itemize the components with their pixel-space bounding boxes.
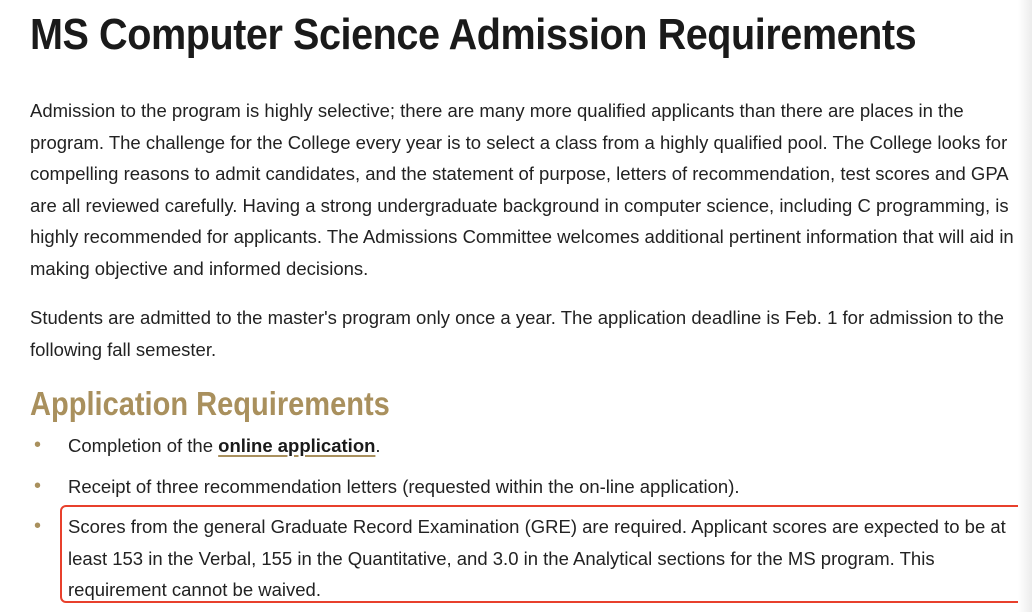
requirement-text-suffix: .: [375, 435, 381, 456]
requirement-text: Scores from the general Graduate Record Examination (GRE) are required. Applicant scores are expected to be at least 153 in the Verbal, 155 in the Quantitative, and 3.0 in the Analytical sections for the MS program. This requirement cannot be waived.: [68, 516, 1006, 600]
requirement-item-gre-scores: [30, 511, 1030, 606]
bullet-icon: •: [34, 474, 42, 497]
page-title: MS Computer Science Admission Requirements: [30, 10, 917, 59]
requirements-list: [30, 430, 1030, 606]
requirement-item-online-application: [30, 430, 1030, 462]
bullet-icon: •: [34, 434, 42, 456]
scrollbar-shadow: [1018, 0, 1032, 612]
bullet-icon: •: [34, 515, 42, 537]
intro-paragraph: Admission to the program is highly selective; there are many more qualified applicants than there are places in the program. The challenge for the College every year is to select a class from a highly qualified pool. The College looks for compelling reasons to admit candidates, and the statement of purpose, letters of recommendation, test scores and GPA are all reviewed carefully. Having a strong undergraduate background in computer science, including C programming, is highly recommended for applicants. The Admissions Committee welcomes additional pertinent information that will aid in making objective and informed decisions.: [30, 100, 1014, 279]
online-application-link[interactable]: online application: [218, 435, 376, 456]
section-heading-application-requirements: Application Requirements: [30, 385, 390, 422]
requirement-text: Receipt of three recommendation letters (requested within the on-line application).: [68, 475, 740, 497]
requirement-item-recommendation-letters: [30, 471, 1030, 503]
deadline-paragraph: Students are admitted to the master's program only once a year. The application deadline is Feb. 1 for admission to the following fall semester.: [30, 307, 1004, 360]
requirement-text-prefix: Completion of the: [68, 435, 219, 456]
